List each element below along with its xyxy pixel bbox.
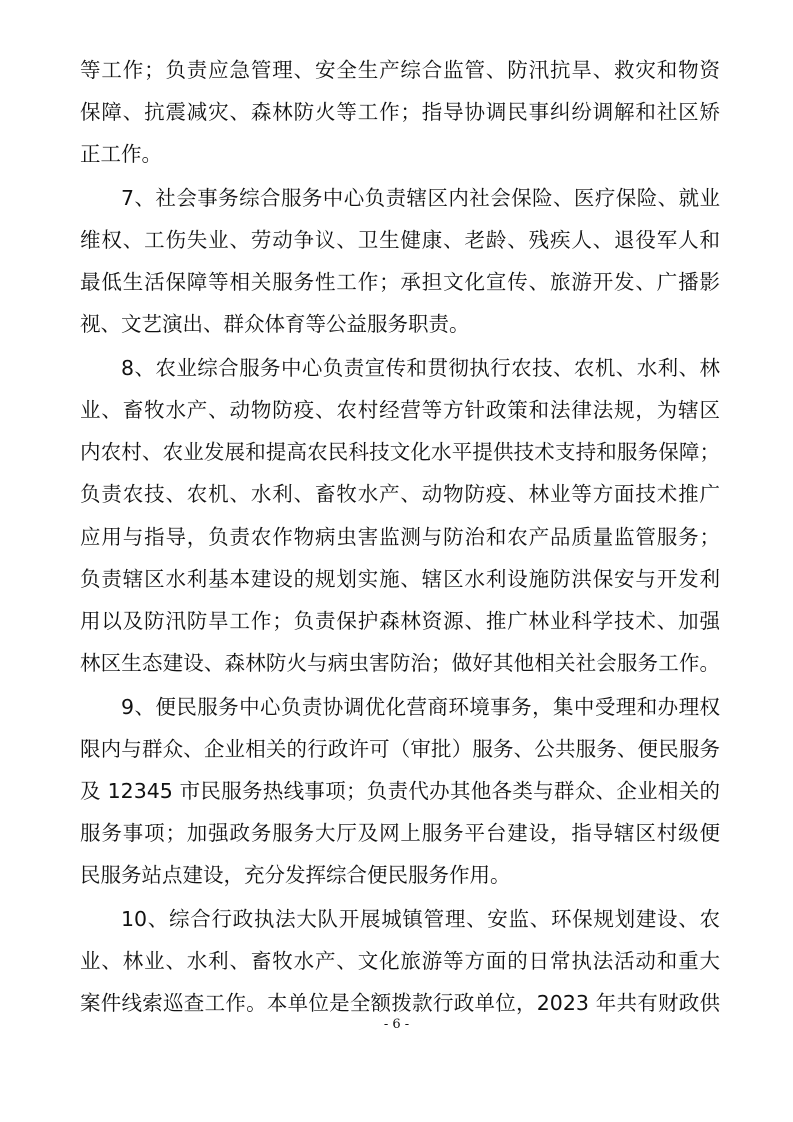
text-line: 正工作。 bbox=[80, 142, 162, 166]
text-line: 负责农技、农机、水利、畜牧水产、动物防疫、林业等方面技术推广 bbox=[80, 482, 720, 506]
text-line: 用以及防汛防旱工作；负责保护森林资源、推广林业科学技术、加强 bbox=[80, 609, 720, 633]
text-line: 视、文艺演出、群众体育等公益服务职责。 bbox=[80, 312, 470, 336]
text-line: 维权、工伤失业、劳动争议、卫生健康、老龄、残疾人、退役军人和 bbox=[80, 228, 720, 252]
text-line: 业、林业、水利、畜牧水产、文化旅游等方面的日常执法活动和重大 bbox=[80, 949, 720, 973]
text-line: 及 12345 市民服务热线事项；负责代办其他各类与群众、企业相关的 bbox=[80, 779, 720, 803]
text-line: 服务事项；加强政务服务大厅及网上服务平台建设，指导辖区村级便 bbox=[80, 821, 720, 845]
page-number: - 6 - bbox=[383, 1017, 410, 1032]
paragraph-10-first-line: 10、综合行政执法大队开展城镇管理、安监、环保规划建设、农 bbox=[121, 907, 720, 931]
text-line: 林区生态建设、森林防火与病虫害防治；做好其他相关社会服务工作。 bbox=[80, 651, 720, 675]
text-line: 限内与群众、企业相关的行政许可（审批）服务、公共服务、便民服务 bbox=[80, 737, 720, 761]
paragraph-7-first-line: 7、社会事务综合服务中心负责辖区内社会保险、医疗保险、就业 bbox=[121, 186, 720, 210]
text-line: 民服务站点建设，充分发挥综合便民服务作用。 bbox=[80, 863, 511, 887]
text-line: 最低生活保障等相关服务性工作；承担文化宣传、旅游开发、广播影 bbox=[80, 270, 720, 294]
text-line: 保障、抗震减灾、森林防火等工作；指导协调民事纠纷调解和社区矫 bbox=[80, 100, 720, 124]
text-line: 应用与指导，负责农作物病虫害监测与防治和农产品质量监管服务； bbox=[80, 525, 720, 549]
text-line: 负责辖区水利基本建设的规划实施、辖区水利设施防洪保安与开发利 bbox=[80, 567, 720, 591]
paragraph-9-first-line: 9、便民服务中心负责协调优化营商环境事务，集中受理和办理权 bbox=[121, 695, 720, 719]
text-line: 内农村、农业发展和提高农民科技文化水平提供技术支持和服务保障； bbox=[80, 440, 720, 464]
text-line: 业、畜牧水产、动物防疫、农村经营等方针政策和法律法规，为辖区 bbox=[80, 398, 720, 422]
paragraph-8-first-line: 8、农业综合服务中心负责宣传和贯彻执行农技、农机、水利、林 bbox=[121, 356, 720, 380]
text-line: 等工作；负责应急管理、安全生产综合监管、防汛抗旱、救灾和物资 bbox=[80, 58, 720, 82]
text-line: 案件线索巡查工作。本单位是全额拨款行政单位，2023 年共有财政供 bbox=[80, 991, 720, 1015]
